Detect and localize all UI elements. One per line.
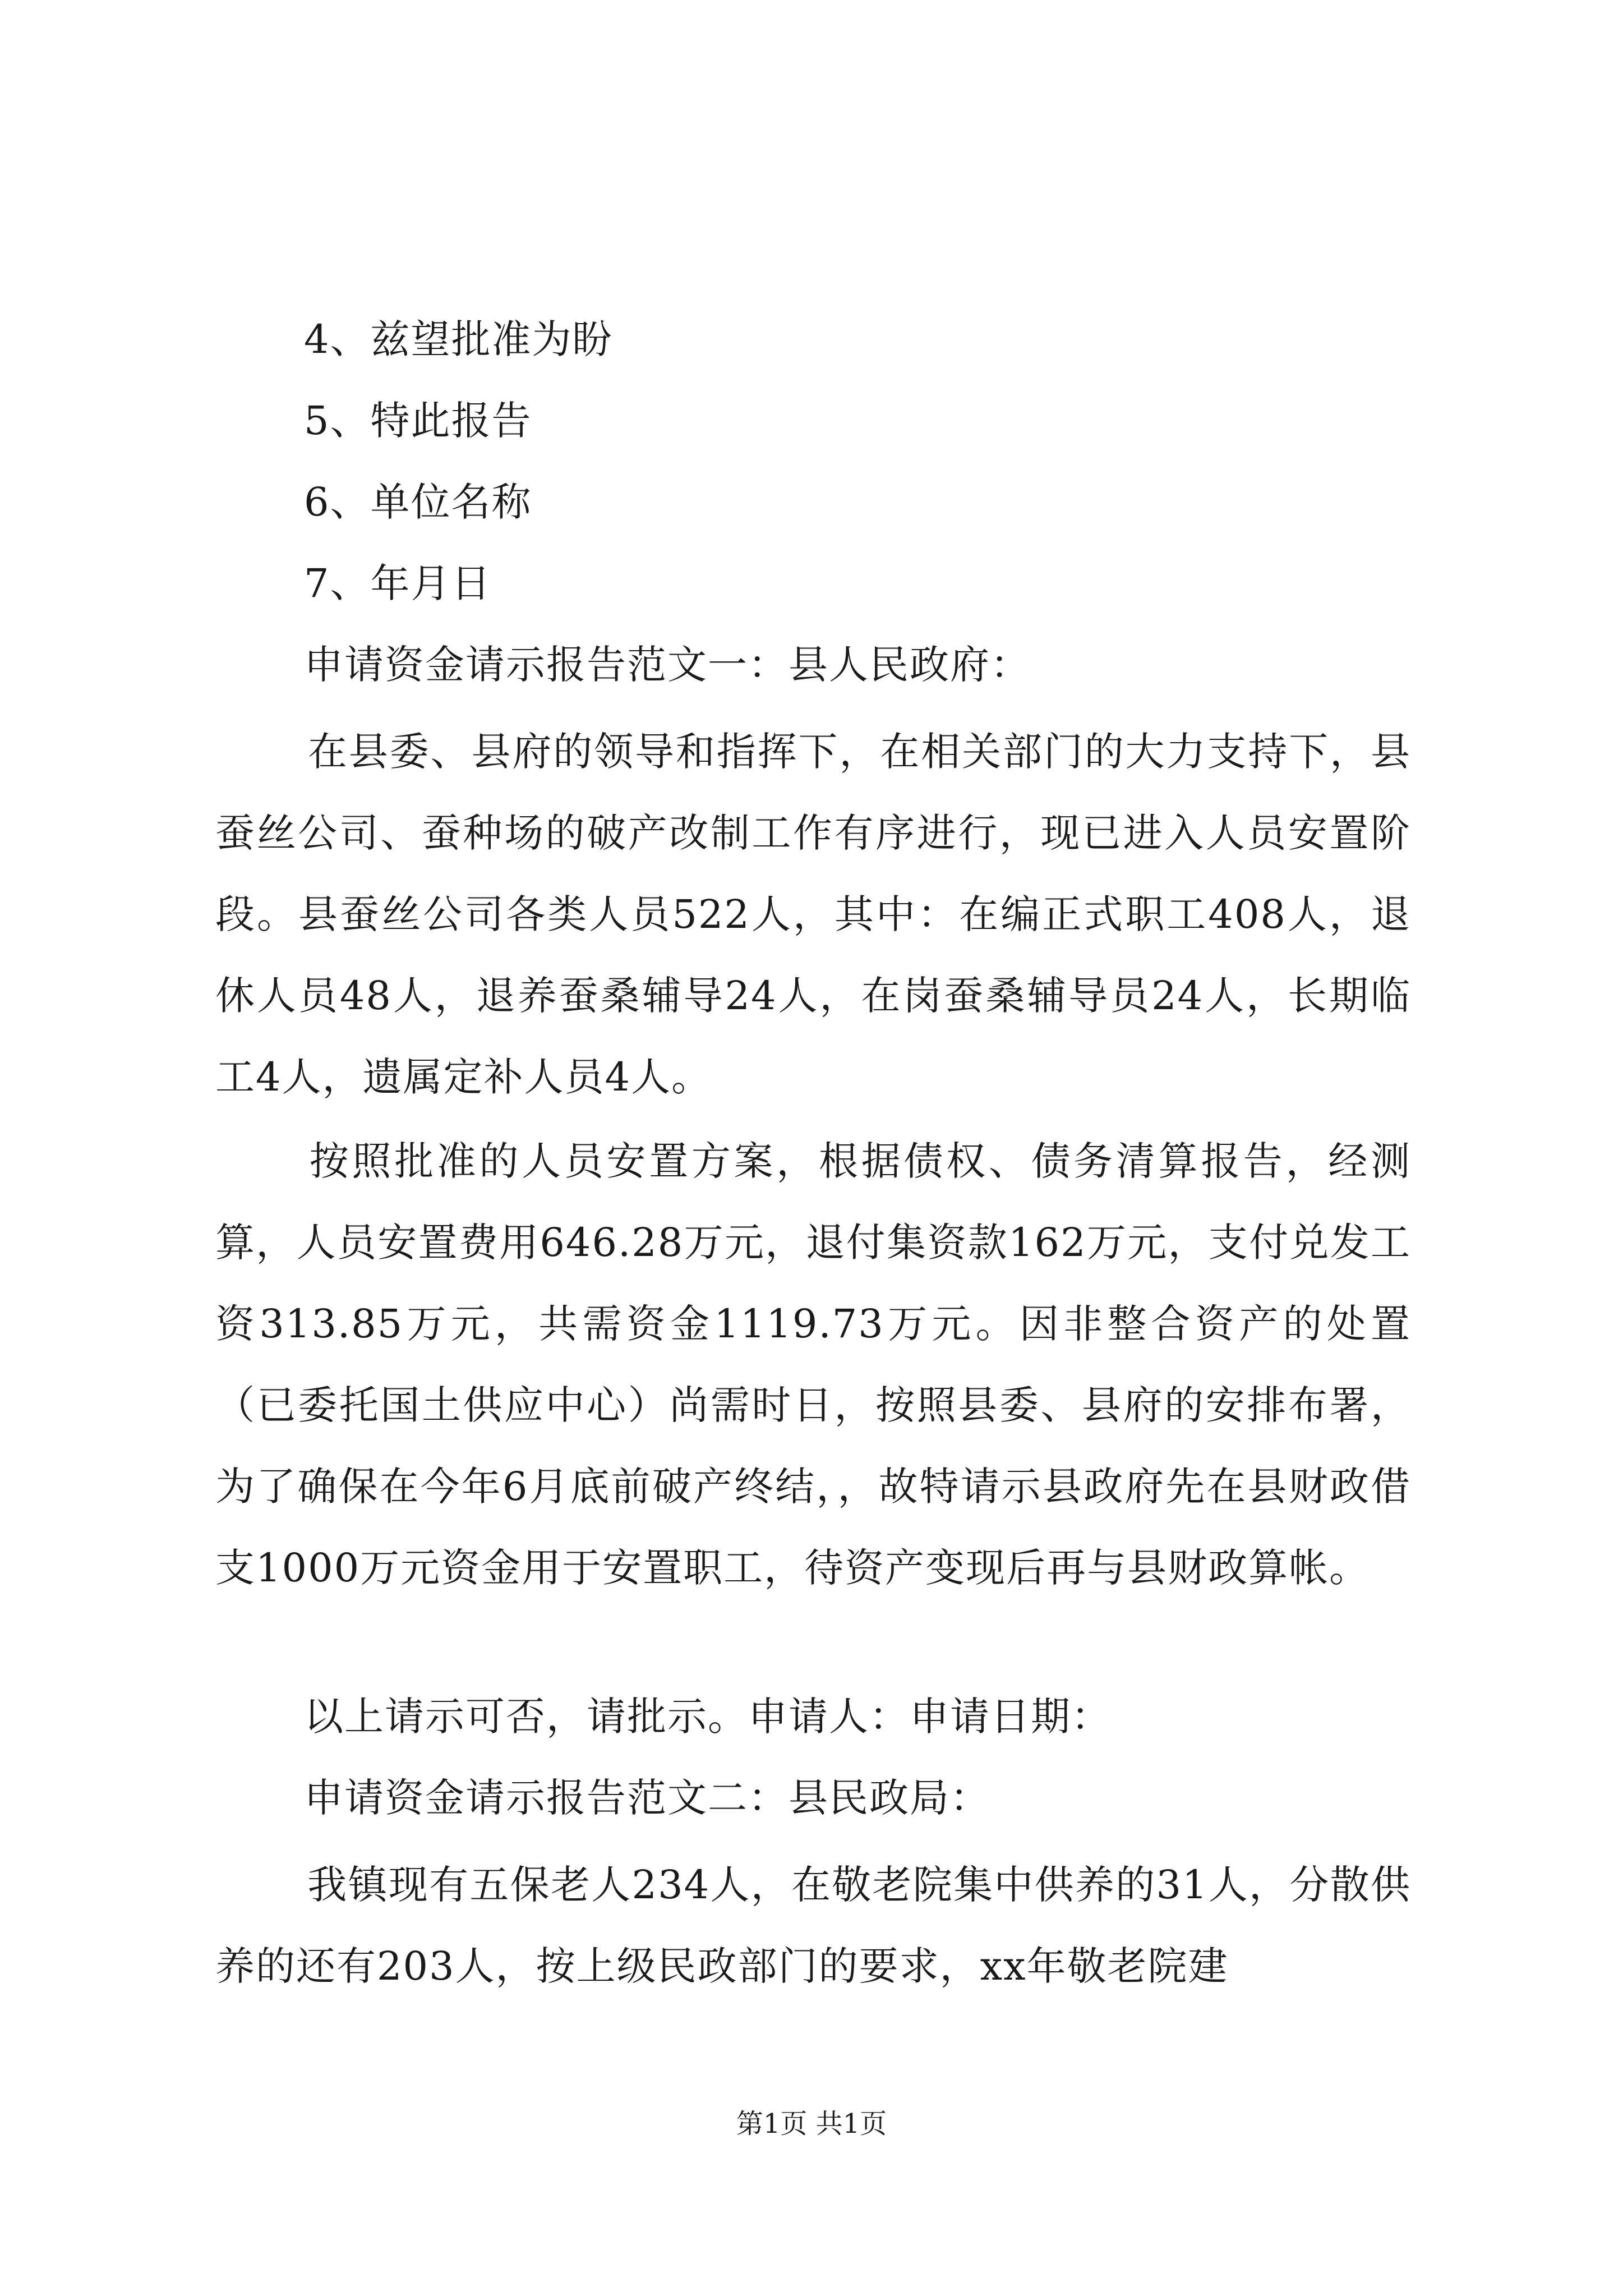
paragraph-text: 按照批准的人员安置方案，根据债权、债务清算报告，经测算，人员安置费用646.28万元，退付集资款162万元，支付兑发工资313.85万元，共需资金1119.73万元。因非整合资产的处置（已委托国土供应中心）尚需时日，按照县委、县府的安排布署，为了确保在今年6月底前破产终结，，故特请示县政府先在县财政借支1000万元资金用于安置职工，待资产变现后再与县财政算帐。 — [215, 1138, 1411, 1591]
heading-sample-one: 申请资金请示报告范文一：县人民政府： — [304, 642, 1031, 688]
list-item-7: 7、年月日 — [304, 560, 492, 606]
page-footer: 第1页 共1页 — [736, 2108, 887, 2139]
closing-request: 以上请示可否，请批示。申请人：申请日期： — [304, 1694, 1112, 1740]
paragraph-calculation — [215, 1121, 1411, 1690]
paragraph-sample-one — [215, 711, 1411, 1100]
paragraph-text: 我镇现有五保老人234人，在敬老院集中供养的31人，分散供养的还有203人，按上级民政部门的要求，xx年敬老院建 — [215, 1862, 1411, 1989]
list-item-6: 6、单位名称 — [304, 479, 532, 525]
list-item-4: 4、兹望批准为盼 — [304, 316, 613, 362]
heading-sample-two: 申请资金请示报告范文二：县民政局： — [304, 1775, 990, 1821]
paragraph-text: 在县委、县府的领导和指挥下，在相关部门的大力支持下，县蚕丝公司、蚕种场的破产改制工作有序进行，现已进入人员安置阶段。县蚕丝公司各类人员522人，其中：在编正式职工408人，退休人员48人，退养蚕桑辅导24人，在岗蚕桑辅导员24人，长期临工4人，遗属定补人员4人。 — [215, 729, 1411, 1100]
paragraph-sample-two — [215, 1844, 1411, 2007]
list-item-5: 5、特此报告 — [304, 398, 532, 444]
